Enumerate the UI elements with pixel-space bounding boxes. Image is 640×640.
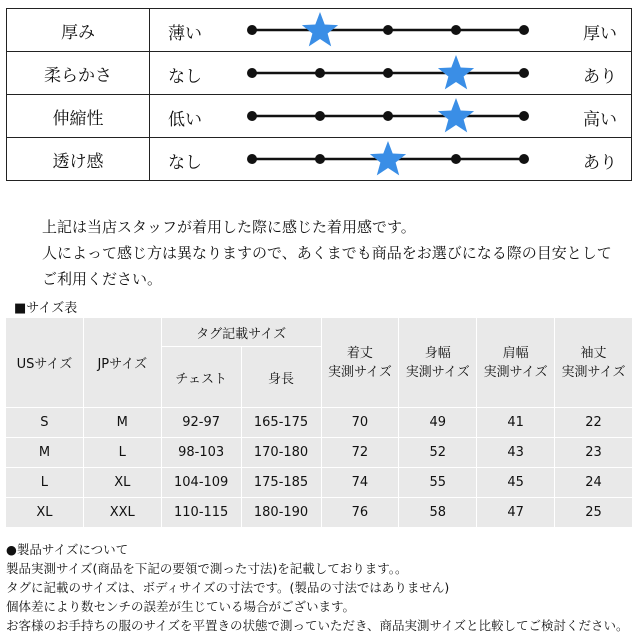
rating-star-icon [302,12,338,46]
scale-dot [383,111,393,121]
cell-length: 76 [321,498,399,528]
scale-left-label: 低い [168,110,202,130]
cell-us: L [6,468,84,498]
table-row [6,438,633,468]
scale-dot [247,25,257,35]
cell-width: 52 [399,438,477,468]
cell-height: 175-185 [241,468,321,498]
header-jp-size: JPサイズ [83,318,161,408]
header-width-title: 身幅 [424,345,451,361]
header-sleeve-title: 袖丈 [580,345,607,361]
scale-dot [247,154,257,164]
footer-notes [6,540,629,635]
cell-sleeve: 25 [555,498,633,528]
scale-dot [451,154,461,164]
header-length-sub: 実測サイズ [327,364,392,380]
scale-dot [315,111,325,121]
feel-row [7,9,632,52]
feel-scale-cell [150,95,632,138]
header-shoulder-sub: 実測サイズ [483,364,548,380]
scale-dot [383,68,393,78]
table-row [6,498,633,528]
header-width-sub: 実測サイズ [405,364,470,380]
scale-left-label: 薄い [168,24,202,44]
footer-line-5: お客様のお手持ちの服のサイズを平置きの状態で測っていただき、商品実測サイズと比較してご検討ください。 [6,618,629,633]
feel-scale-cell [150,138,632,181]
feel-table [6,8,632,181]
cell-height: 170-180 [241,438,321,468]
scale-graphic [150,138,632,180]
cell-sleeve: 24 [555,468,633,498]
cell-jp: XL [83,468,161,498]
scale-dot [383,25,393,35]
scale-dot [519,25,529,35]
feel-label: 透け感 [7,138,150,181]
feel-row [7,52,632,95]
header-length-title: 着丈 [346,345,373,361]
cell-length: 74 [321,468,399,498]
note-line-1: 上記は当店スタッフが着用した際に感じた着用感です。 [42,218,416,236]
scale-left-label: なし [168,67,202,87]
cell-sleeve: 22 [555,408,633,438]
footer-line-3: タグに記載のサイズは、ボディサイズの寸法です。(製品の寸法ではありません) [6,580,450,595]
scale-dot [519,154,529,164]
feel-label: 柔らかさ [7,52,150,95]
feel-label: 伸縮性 [7,95,150,138]
cell-us: S [6,408,84,438]
table-row [6,468,633,498]
scale-right-label: あり [583,67,617,87]
cell-length: 72 [321,438,399,468]
header-chest: チェスト [161,347,241,408]
scale-right-label: 高い [583,110,617,130]
cell-chest: 104-109 [161,468,241,498]
table-row [6,408,633,438]
scale-dot [247,111,257,121]
cell-width: 49 [399,408,477,438]
feel-label: 厚み [7,9,150,52]
rating-star-icon [370,141,406,175]
cell-width: 58 [399,498,477,528]
cell-width: 55 [399,468,477,498]
scale-graphic [150,9,632,51]
cell-us: M [6,438,84,468]
header-shoulder [477,318,555,408]
cell-us: XL [6,498,84,528]
scale-dot [315,154,325,164]
footer-line-1: ●製品サイズについて [6,542,129,557]
scale-graphic [150,52,632,94]
footer-line-2: 製品実測サイズ(商品を下記の要領で測った寸法)を記載しております。。 [6,561,408,576]
scale-dot [451,25,461,35]
header-sleeve [555,318,633,408]
cell-jp: M [83,408,161,438]
feel-row [7,138,632,181]
feel-row [7,95,632,138]
note-line-2: 人によって感じ方は異なりますので、あくまでも商品をお選びになる際の目安として [42,244,612,262]
cell-shoulder: 45 [477,468,555,498]
header-height: 身長 [241,347,321,408]
cell-height: 180-190 [241,498,321,528]
feel-scale-cell [150,52,632,95]
cell-jp: XXL [83,498,161,528]
cell-chest: 92-97 [161,408,241,438]
rating-star-icon [438,55,474,89]
cell-shoulder: 41 [477,408,555,438]
cell-shoulder: 47 [477,498,555,528]
size-table [5,317,633,528]
scale-left-label: なし [168,153,202,173]
header-tag-size: タグ記載サイズ [161,318,321,347]
cell-chest: 110-115 [161,498,241,528]
rating-star-icon [438,98,474,132]
cell-jp: L [83,438,161,468]
cell-length: 70 [321,408,399,438]
size-table-title: ■サイズ表 [14,301,78,316]
scale-dot [519,68,529,78]
cell-height: 165-175 [241,408,321,438]
header-length [321,318,399,408]
fit-note [42,214,612,292]
note-line-3: ご利用ください。 [42,270,163,288]
header-sleeve-sub: 実測サイズ [561,364,626,380]
header-shoulder-title: 肩幅 [502,345,529,361]
header-us-size: USサイズ [6,318,84,408]
cell-chest: 98-103 [161,438,241,468]
scale-dot [247,68,257,78]
scale-graphic [150,95,632,137]
header-width [399,318,477,408]
cell-shoulder: 43 [477,438,555,468]
cell-sleeve: 23 [555,438,633,468]
scale-right-label: あり [583,153,617,173]
scale-dot [315,68,325,78]
scale-right-label: 厚い [583,24,617,44]
scale-dot [519,111,529,121]
feel-scale-cell [150,9,632,52]
footer-line-4: 個体差により数センチの誤差が生じている場合がございます。 [6,599,356,614]
